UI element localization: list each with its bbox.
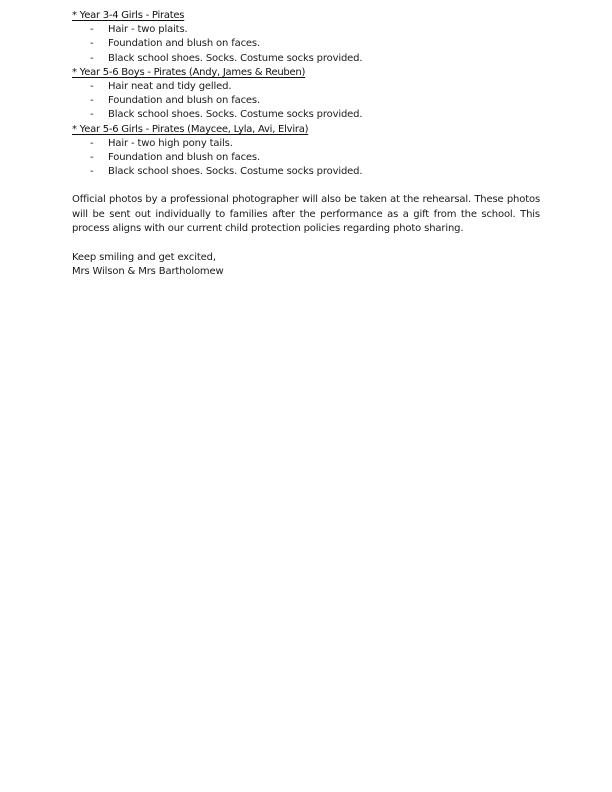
bullet-dash: - xyxy=(90,137,94,149)
signature-names: Mrs Wilson & Mrs Bartholomew xyxy=(72,266,224,278)
bullet-dash: - xyxy=(90,95,94,107)
list-item xyxy=(72,94,540,108)
closing-signature xyxy=(72,251,540,280)
list-item-text: Hair - two plaits. xyxy=(108,24,188,36)
section-year-5-6-girls xyxy=(72,123,540,180)
list-item-text: Black school shoes. Socks. Costume socks provided. xyxy=(108,109,363,121)
list-item-text: Foundation and blush on faces. xyxy=(108,95,261,107)
list-item-text: Black school shoes. Socks. Costume socks provided. xyxy=(108,166,363,178)
section-year-3-4-girls xyxy=(72,9,540,66)
list-item-text: Foundation and blush on faces. xyxy=(108,152,261,164)
list-item-text: Foundation and blush on faces. xyxy=(108,38,261,50)
letter-page xyxy=(72,9,540,279)
bullet-list xyxy=(72,23,540,66)
list-item xyxy=(72,80,540,94)
bullet-dash: - xyxy=(90,52,94,64)
bullet-dash: - xyxy=(90,166,94,178)
section-heading: * Year 3-4 Girls - Pirates xyxy=(72,10,185,21)
list-item-text: Hair - two high pony tails. xyxy=(108,137,233,149)
list-item-text: Black school shoes. Socks. Costume socks provided. xyxy=(108,52,363,64)
list-item xyxy=(72,37,540,51)
list-item xyxy=(72,137,540,151)
list-item xyxy=(72,52,540,66)
bullet-dash: - xyxy=(90,24,94,36)
list-item xyxy=(72,23,540,37)
list-item-text: Hair neat and tidy gelled. xyxy=(108,81,232,93)
bullet-list xyxy=(72,80,540,123)
list-item xyxy=(72,151,540,165)
bullet-dash: - xyxy=(90,109,94,121)
list-item xyxy=(72,165,540,179)
closing-line: Keep smiling and get excited, xyxy=(72,251,216,263)
bullet-dash: - xyxy=(90,38,94,50)
section-heading: * Year 5-6 Boys - Pirates (Andy, James & Reuben) xyxy=(72,66,306,78)
photo-paragraph: Official photos by a professional photographer will also be taken at the rehearsal. These photos will be sent out individually to families after the performance as a gift from the school. This process aligns with our current child protection policies regarding photo sharing. xyxy=(72,194,540,235)
section-heading: * Year 5-6 Girls - Pirates (Maycee, Lyla, Avi, Elvira) xyxy=(72,123,309,135)
list-item xyxy=(72,108,540,122)
section-year-5-6-boys xyxy=(72,66,540,123)
bullet-dash: - xyxy=(90,81,94,93)
bullet-dash: - xyxy=(90,152,94,164)
bullet-list xyxy=(72,137,540,180)
